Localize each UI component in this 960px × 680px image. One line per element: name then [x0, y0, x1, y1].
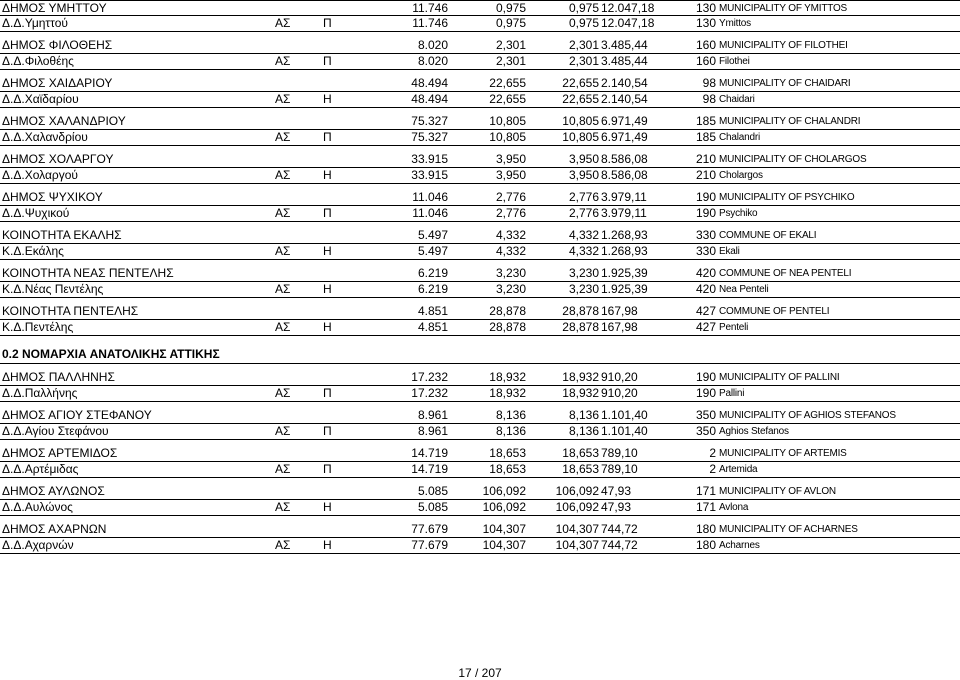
land-area-cell: 2,776: [568, 190, 599, 204]
total-area-cell: 104,307: [482, 522, 526, 536]
urban-class-cell: Η: [323, 500, 332, 514]
area-name-cell: Δ.Δ.Αχαρνών: [2, 538, 74, 552]
urban-class-cell: [323, 152, 343, 167]
density-cell: 1.101,40: [601, 408, 648, 422]
total-area-cell: 10,805: [489, 114, 526, 128]
total-area-cell: 106,092: [482, 500, 526, 514]
area-type-cell: [275, 152, 305, 167]
total-area-cell: 3,950: [495, 168, 526, 182]
density-cell: 789,10: [601, 462, 638, 476]
population-cell: 4.851: [417, 304, 448, 318]
density-cell: 3.485,44: [601, 38, 648, 52]
total-area-cell: 2,301: [495, 54, 526, 68]
area-type-cell: [275, 446, 305, 461]
land-area-cell: 28,878: [562, 304, 599, 318]
urban-class-cell: [323, 114, 343, 129]
area-name-cell: ΚΟΙΝΟΤΗΤΑ ΕΚΑΛΗΣ: [2, 228, 122, 242]
total-area-cell: 2,776: [495, 190, 526, 204]
land-area-cell: 4,332: [568, 244, 599, 258]
urban-class-cell: Π: [323, 462, 332, 476]
total-area-cell: 4,332: [495, 244, 526, 258]
density-cell: 744,72: [601, 538, 638, 552]
section-title-row: [0, 342, 960, 364]
urban-class-cell: [323, 76, 343, 91]
altitude-cell: 171: [695, 484, 716, 498]
area-name-cell: ΔΗΜΟΣ ΧΑΛΑΝΔΡΙΟΥ: [2, 114, 126, 128]
urban-class-cell: Π: [323, 16, 332, 30]
total-area-cell: 106,092: [482, 484, 526, 498]
english-name-cell: Nea Penteli: [719, 284, 769, 295]
density-cell: 8.586,08: [601, 168, 648, 182]
area-name-cell: ΔΗΜΟΣ ΧΟΛΑΡΓΟΥ: [2, 152, 114, 166]
density-cell: 167,98: [601, 320, 638, 334]
altitude-cell: 2: [709, 446, 716, 460]
table-row: [0, 282, 960, 298]
english-name-cell: Ekali: [719, 246, 740, 257]
total-area-cell: 3,230: [495, 282, 526, 296]
population-cell: 11.746: [412, 16, 448, 30]
area-name-cell: Δ.Δ.Χαλανδρίου: [2, 130, 88, 144]
altitude-cell: 190: [695, 206, 716, 220]
english-name-cell: MUNICIPALITY OF PALLINI: [719, 372, 840, 383]
area-name-cell: ΔΗΜΟΣ ΨΥΧΙΚΟΥ: [2, 190, 103, 204]
population-cell: 8.961: [417, 408, 448, 422]
density-cell: 47,93: [601, 500, 632, 514]
total-area-cell: 10,805: [489, 130, 526, 144]
urban-class-cell: Π: [323, 130, 332, 144]
urban-class-cell: [323, 370, 343, 385]
area-type-cell: [275, 228, 305, 243]
page-number: 17 / 207: [458, 666, 502, 680]
area-name-cell: ΔΗΜΟΣ ΦΙΛΟΘΕΗΣ: [2, 38, 113, 52]
population-cell: 4.851: [417, 320, 448, 334]
density-cell: 3.979,11: [601, 206, 647, 220]
english-name-cell: MUNICIPALITY OF AGHIOS STEFANOS: [719, 410, 896, 421]
population-cell: 33.915: [411, 152, 448, 166]
altitude-cell: 427: [695, 320, 716, 334]
table-row: [0, 408, 960, 424]
population-cell: 14.719: [411, 446, 448, 460]
density-cell: 6.971,49: [601, 130, 648, 144]
table-row: [0, 484, 960, 500]
area-type-cell: ΑΣ: [275, 462, 291, 476]
table-row: [0, 320, 960, 336]
population-cell: 5.497: [417, 228, 448, 242]
density-cell: 910,20: [601, 386, 638, 400]
total-area-cell: 2,776: [495, 206, 526, 220]
table-row: [0, 462, 960, 478]
altitude-cell: 160: [695, 54, 716, 68]
table-row: [0, 190, 960, 206]
urban-class-cell: [323, 1, 343, 16]
urban-class-cell: Π: [323, 206, 332, 220]
population-cell: 11.046: [412, 206, 448, 220]
density-cell: 1.268,93: [601, 228, 648, 242]
english-name-cell: MUNICIPALITY OF CHOLARGOS: [719, 154, 867, 165]
area-name-cell: Δ.Δ.Αυλώνος: [2, 500, 73, 514]
english-name-cell: Cholargos: [719, 170, 763, 181]
population-cell: 33.915: [411, 168, 448, 182]
urban-class-cell: [323, 522, 343, 537]
english-name-cell: MUNICIPALITY OF PSYCHIKO: [719, 192, 855, 203]
land-area-cell: 3,950: [568, 152, 599, 166]
area-type-cell: [275, 1, 305, 16]
total-area-cell: 0,975: [495, 16, 526, 30]
population-cell: 5.085: [417, 484, 448, 498]
population-cell: 6.219: [417, 282, 448, 296]
land-area-cell: 2,301: [568, 54, 599, 68]
altitude-cell: 185: [695, 114, 716, 128]
total-area-cell: 104,307: [482, 538, 526, 552]
table-row: [0, 538, 960, 554]
area-type-cell: ΑΣ: [275, 538, 291, 552]
english-name-cell: COMMUNE OF PENTELI: [719, 306, 830, 317]
english-name-cell: MUNICIPALITY OF CHALANDRI: [719, 116, 861, 127]
land-area-cell: 10,805: [562, 114, 599, 128]
population-cell: 8.020: [417, 54, 448, 68]
english-name-cell: Avlona: [719, 502, 749, 513]
area-name-cell: ΔΗΜΟΣ ΑΧΑΡΝΩΝ: [2, 522, 107, 536]
area-type-cell: ΑΣ: [275, 54, 291, 68]
land-area-cell: 104,307: [555, 522, 599, 536]
table-row: [0, 16, 960, 32]
total-area-cell: 3,950: [495, 152, 526, 166]
table-row: [0, 266, 960, 282]
land-area-cell: 0,975: [568, 16, 599, 30]
population-cell: 17.232: [411, 386, 448, 400]
density-cell: 6.971,49: [601, 114, 648, 128]
density-cell: 744,72: [601, 522, 638, 536]
english-name-cell: Ymittos: [719, 18, 751, 29]
english-name-cell: MUNICIPALITY OF ARTEMIS: [719, 448, 847, 459]
urban-class-cell: Η: [323, 168, 332, 182]
altitude-cell: 330: [695, 228, 716, 242]
population-cell: 48.494: [411, 76, 448, 90]
table-row: [0, 244, 960, 260]
english-name-cell: Chaidari: [719, 94, 755, 105]
urban-class-cell: Π: [323, 54, 332, 68]
table-row: [0, 54, 960, 70]
area-name-cell: ΔΗΜΟΣ ΧΑΙΔΑΡΙΟΥ: [2, 76, 113, 90]
table-row: [0, 446, 960, 462]
area-name-cell: Δ.Δ.Ψυχικού: [2, 206, 70, 220]
land-area-cell: 22,655: [562, 92, 599, 106]
area-name-cell: Κ.Δ.Εκάλης: [2, 244, 64, 258]
total-area-cell: 28,878: [489, 320, 526, 334]
population-cell: 8.020: [417, 38, 448, 52]
population-cell: 11.046: [412, 190, 448, 204]
english-name-cell: MUNICIPALITY OF FILOTHEI: [719, 40, 848, 51]
altitude-cell: 350: [695, 424, 716, 438]
english-name-cell: Pallini: [719, 388, 745, 399]
area-type-cell: ΑΣ: [275, 244, 291, 258]
table-row: [0, 168, 960, 184]
urban-class-cell: Π: [323, 386, 332, 400]
altitude-cell: 190: [695, 386, 716, 400]
land-area-cell: 106,092: [555, 484, 599, 498]
area-type-cell: ΑΣ: [275, 92, 291, 106]
area-name-cell: Δ.Δ.Αρτέμιδας: [2, 462, 79, 476]
population-cell: 75.327: [411, 130, 448, 144]
area-type-cell: [275, 484, 305, 499]
population-cell: 48.494: [411, 92, 448, 106]
total-area-cell: 8,136: [495, 424, 526, 438]
table-row: [0, 304, 960, 320]
altitude-cell: 180: [695, 538, 716, 552]
table-row: [0, 114, 960, 130]
density-cell: 47,93: [601, 484, 632, 498]
population-cell: 5.497: [417, 244, 448, 258]
density-cell: 12.047,18: [601, 1, 655, 15]
table-row: [0, 522, 960, 538]
altitude-cell: 420: [695, 282, 716, 296]
area-type-cell: ΑΣ: [275, 130, 291, 144]
population-cell: 17.232: [411, 370, 448, 384]
population-cell: 6.219: [417, 266, 448, 280]
density-cell: 1.925,39: [601, 266, 648, 280]
altitude-cell: 180: [695, 522, 716, 536]
area-type-cell: [275, 38, 305, 53]
area-type-cell: [275, 114, 305, 129]
area-name-cell: ΔΗΜΟΣ ΑΓΙΟΥ ΣΤΕΦΑΝΟΥ: [2, 408, 152, 422]
area-name-cell: Δ.Δ.Υμηττού: [2, 16, 68, 30]
total-area-cell: 22,655: [489, 92, 526, 106]
population-cell: 8.961: [417, 424, 448, 438]
altitude-cell: 210: [695, 152, 716, 166]
altitude-cell: 130: [695, 1, 716, 15]
urban-class-cell: [323, 484, 343, 499]
table-row: [0, 228, 960, 244]
urban-class-cell: Η: [323, 538, 332, 552]
area-type-cell: ΑΣ: [275, 16, 291, 30]
total-area-cell: 18,653: [489, 462, 526, 476]
area-name-cell: ΔΗΜΟΣ ΠΑΛΛΗΝΗΣ: [2, 370, 115, 384]
english-name-cell: Acharnes: [719, 540, 760, 551]
altitude-cell: 420: [695, 266, 716, 280]
land-area-cell: 4,332: [568, 228, 599, 242]
density-cell: 167,98: [601, 304, 638, 318]
area-type-cell: [275, 190, 305, 205]
area-type-cell: ΑΣ: [275, 386, 291, 400]
urban-class-cell: [323, 446, 343, 461]
land-area-cell: 2,776: [568, 206, 599, 220]
urban-class-cell: Η: [323, 244, 332, 258]
population-cell: 14.719: [411, 462, 448, 476]
land-area-cell: 3,230: [568, 282, 599, 296]
population-cell: 75.327: [411, 114, 448, 128]
urban-class-cell: [323, 304, 343, 319]
total-area-cell: 3,230: [495, 266, 526, 280]
land-area-cell: 8,136: [568, 408, 599, 422]
land-area-cell: 18,653: [562, 462, 599, 476]
urban-class-cell: Η: [323, 282, 332, 296]
table-row: [0, 130, 960, 146]
area-name-cell: Δ.Δ.Παλλήνης: [2, 386, 78, 400]
land-area-cell: 22,655: [562, 76, 599, 90]
urban-class-cell: [323, 266, 343, 281]
land-area-cell: 28,878: [562, 320, 599, 334]
table-row: [0, 152, 960, 168]
land-area-cell: 3,230: [568, 266, 599, 280]
density-cell: 1.268,93: [601, 244, 648, 258]
area-type-cell: ΑΣ: [275, 206, 291, 220]
total-area-cell: 28,878: [489, 304, 526, 318]
urban-class-cell: [323, 190, 343, 205]
english-name-cell: Artemida: [719, 464, 758, 475]
urban-class-cell: Π: [323, 424, 332, 438]
urban-class-cell: [323, 228, 343, 243]
urban-class-cell: [323, 408, 343, 423]
area-name-cell: ΚΟΙΝΟΤΗΤΑ ΝΕΑΣ ΠΕΝΤΕΛΗΣ: [2, 266, 174, 280]
altitude-cell: 185: [695, 130, 716, 144]
english-name-cell: COMMUNE OF EKALI: [719, 230, 817, 241]
english-name-cell: Penteli: [719, 322, 749, 333]
area-name-cell: Δ.Δ.Αγίου Στεφάνου: [2, 424, 109, 438]
area-type-cell: ΑΣ: [275, 500, 291, 514]
density-cell: 2.140,54: [601, 76, 648, 90]
area-type-cell: [275, 304, 305, 319]
total-area-cell: 18,932: [489, 386, 526, 400]
land-area-cell: 18,932: [562, 386, 599, 400]
density-cell: 1.925,39: [601, 282, 648, 296]
english-name-cell: MUNICIPALITY OF CHAIDARI: [719, 78, 851, 89]
total-area-cell: 8,136: [495, 408, 526, 422]
table-row: [0, 500, 960, 516]
area-name-cell: Δ.Δ.Χολαργού: [2, 168, 78, 182]
population-cell: 77.679: [411, 522, 448, 536]
english-name-cell: MUNICIPALITY OF ACHARNES: [719, 524, 858, 535]
area-type-cell: [275, 522, 305, 537]
land-area-cell: 0,975: [568, 1, 599, 15]
area-name-cell: ΚΟΙΝΟΤΗΤΑ ΠΕΝΤΕΛΗΣ: [2, 304, 139, 318]
altitude-cell: 190: [695, 190, 716, 204]
table-row: [0, 76, 960, 92]
altitude-cell: 210: [695, 168, 716, 182]
english-name-cell: Chalandri: [719, 132, 761, 143]
area-name-cell: Δ.Δ.Φιλοθέης: [2, 54, 74, 68]
altitude-cell: 171: [695, 500, 716, 514]
area-name-cell: Κ.Δ.Νέας Πεντέλης: [2, 282, 104, 296]
english-name-cell: Filothei: [719, 56, 750, 67]
population-cell: 77.679: [411, 538, 448, 552]
density-cell: 910,20: [601, 370, 638, 384]
density-cell: 12.047,18: [601, 16, 655, 30]
altitude-cell: 350: [695, 408, 716, 422]
total-area-cell: 22,655: [489, 76, 526, 90]
english-name-cell: Psychiko: [719, 208, 758, 219]
area-name-cell: ΔΗΜΟΣ ΥΜΗΤΤΟΥ: [2, 1, 107, 15]
density-cell: 3.485,44: [601, 54, 648, 68]
section-title: 0.2 ΝΟΜΑΡΧΙΑ ΑΝΑΤΟΛΙΚΗΣ ΑΤΤΙΚΗΣ: [2, 347, 220, 361]
altitude-cell: 160: [695, 38, 716, 52]
land-area-cell: 8,136: [568, 424, 599, 438]
land-area-cell: 2,301: [568, 38, 599, 52]
density-cell: 789,10: [601, 446, 638, 460]
land-area-cell: 106,092: [555, 500, 599, 514]
english-name-cell: MUNICIPALITY OF AVLON: [719, 486, 836, 497]
altitude-cell: 330: [695, 244, 716, 258]
area-type-cell: [275, 266, 305, 281]
area-type-cell: ΑΣ: [275, 320, 291, 334]
population-cell: 5.085: [417, 500, 448, 514]
table-row: [0, 38, 960, 54]
density-cell: 1.101,40: [601, 424, 648, 438]
table-row: [0, 206, 960, 222]
area-type-cell: ΑΣ: [275, 282, 291, 296]
area-name-cell: ΔΗΜΟΣ ΑΡΤΕΜΙΔΟΣ: [2, 446, 118, 460]
area-type-cell: ΑΣ: [275, 168, 291, 182]
english-name-cell: Aghios Stefanos: [719, 426, 789, 437]
land-area-cell: 18,932: [562, 370, 599, 384]
land-area-cell: 10,805: [562, 130, 599, 144]
table-row: [0, 92, 960, 108]
land-area-cell: 18,653: [562, 446, 599, 460]
area-type-cell: [275, 370, 305, 385]
population-cell: 11.746: [412, 1, 448, 15]
altitude-cell: 2: [709, 462, 716, 476]
altitude-cell: 427: [695, 304, 716, 318]
density-cell: 2.140,54: [601, 92, 648, 106]
altitude-cell: 190: [695, 370, 716, 384]
total-area-cell: 18,653: [489, 446, 526, 460]
area-type-cell: ΑΣ: [275, 424, 291, 438]
table-row: [0, 386, 960, 402]
english-name-cell: MUNICIPALITY OF YMITTOS: [719, 3, 848, 14]
land-area-cell: 104,307: [555, 538, 599, 552]
total-area-cell: 2,301: [495, 38, 526, 52]
land-area-cell: 3,950: [568, 168, 599, 182]
table-row: [0, 424, 960, 440]
density-cell: 3.979,11: [601, 190, 647, 204]
table-row: [0, 0, 960, 16]
area-name-cell: Κ.Δ.Πεντέλης: [2, 320, 74, 334]
altitude-cell: 98: [702, 92, 716, 106]
urban-class-cell: [323, 38, 343, 53]
total-area-cell: 18,932: [489, 370, 526, 384]
area-name-cell: ΔΗΜΟΣ ΑΥΛΩΝΟΣ: [2, 484, 105, 498]
total-area-cell: 4,332: [495, 228, 526, 242]
area-type-cell: [275, 408, 305, 423]
area-name-cell: Δ.Δ.Χαϊδαρίου: [2, 92, 79, 106]
urban-class-cell: Η: [323, 92, 332, 106]
urban-class-cell: Η: [323, 320, 332, 334]
table-row: [0, 370, 960, 386]
altitude-cell: 98: [702, 76, 716, 90]
total-area-cell: 0,975: [495, 1, 526, 15]
english-name-cell: COMMUNE OF NEA PENTELI: [719, 268, 852, 279]
altitude-cell: 130: [695, 16, 716, 30]
density-cell: 8.586,08: [601, 152, 648, 166]
area-type-cell: [275, 76, 305, 91]
